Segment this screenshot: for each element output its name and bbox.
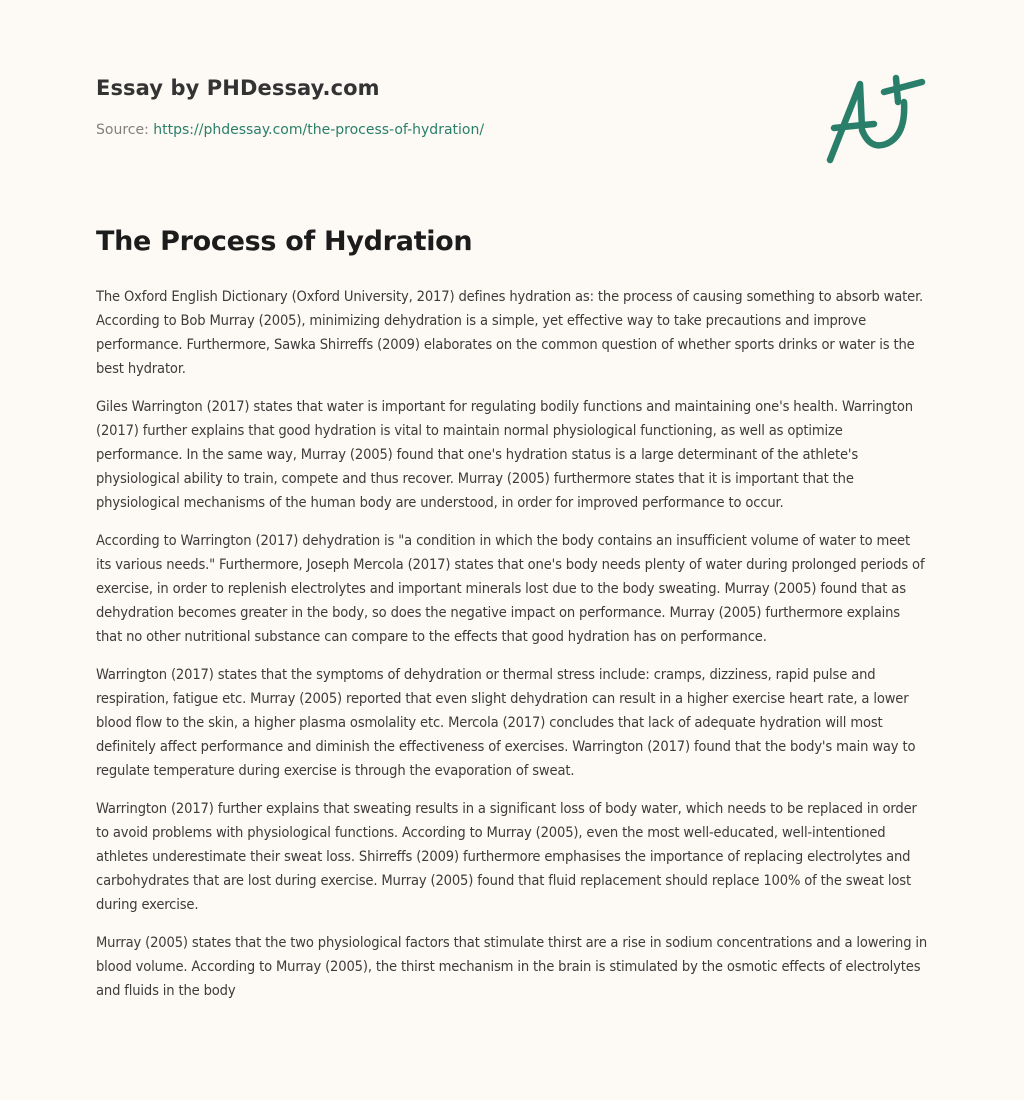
essay-body xyxy=(96,285,928,1017)
essay-paragraph: According to Warrington (2017) dehydration is "a condition in which the body contains an insufficient volume of water to meet its various needs." Furthermore, Joseph Mercola (2017) states that one's body needs plenty of water during prolonged periods of exercise, in order to replenish electrolytes and important minerals lost due to the body sweating. Murray (2005) found that as dehydration becomes greater in the body, so does the negative impact on performance. Murray (2005) furthermore explains that no other nutritional substance can compare to the effects that good hydration has on performance. xyxy=(96,532,925,645)
essay-paragraph: Warrington (2017) states that the symptoms of dehydration or thermal stress include: cramps, dizziness, rapid pulse and respiration, fatigue etc. Murray (2005) reported that even slight dehydration can result in a higher exercise heart rate, a lower blood flow to the skin, a higher plasma osmolality etc. Mercola (2017) concludes that lack of adequate hydration will most definitely affect performance and diminish the effectiveness of exercises. Warrington (2017) found that the body's main way to regulate temperature during exercise is through the evaporation of sweat. xyxy=(96,666,916,779)
essay-title: The Process of Hydration xyxy=(96,226,473,257)
source-line xyxy=(96,122,796,138)
a-plus-grade-icon xyxy=(822,66,928,166)
source-link[interactable]: https://phdessay.com/the-process-of-hydration/ xyxy=(153,122,485,138)
essay-paragraph: Murray (2005) states that the two physiological factors that stimulate thirst are a rise in sodium concentrations and a lowering in blood volume. According to Murray (2005), the thirst mechanism in the brain is stimulated by the osmotic effects of electrolytes and fluids in the body xyxy=(96,934,928,999)
essay-paragraph: Giles Warrington (2017) states that water is important for regulating bodily functions and maintaining one's health. Warrington (2017) further explains that good hydration is vital to maintain normal physiological functioning, as well as optimize performance. In the same way, Murray (2005) found that one's hydration status is a large determinant of the athlete's physiological ability to train, compete and thus recover. Murray (2005) furthermore states that it is important that the physiological mechanisms of the human body are understood, in order for improved performance to occur. xyxy=(96,398,913,511)
page-header xyxy=(96,76,796,138)
brand-title: Essay by PHDessay.com xyxy=(96,76,380,100)
essay-paragraph: Warrington (2017) further explains that sweating results in a significant loss of body water, which needs to be replaced in order to avoid problems with physiological functions. According to Murray (2005), even the most well-educated, well-intentioned athletes underestimate their sweat loss. Shirreffs (2009) furthermore emphasises the importance of replacing electrolytes and carbohydrates that are lost during exercise. Murray (2005) found that fluid replacement should replace 100% of the sweat lost during exercise. xyxy=(96,800,917,913)
source-label: Source: xyxy=(96,122,149,138)
essay-paragraph: The Oxford English Dictionary (Oxford University, 2017) defines hydration as: the process of causing something to absorb water. According to Bob Murray (2005), minimizing dehydration is a simple, yet effective way to take precautions and improve performance. Furthermore, Sawka Shirreffs (2009) elaborates on the common question of whether sports drinks or water is the best hydrator. xyxy=(96,288,924,377)
